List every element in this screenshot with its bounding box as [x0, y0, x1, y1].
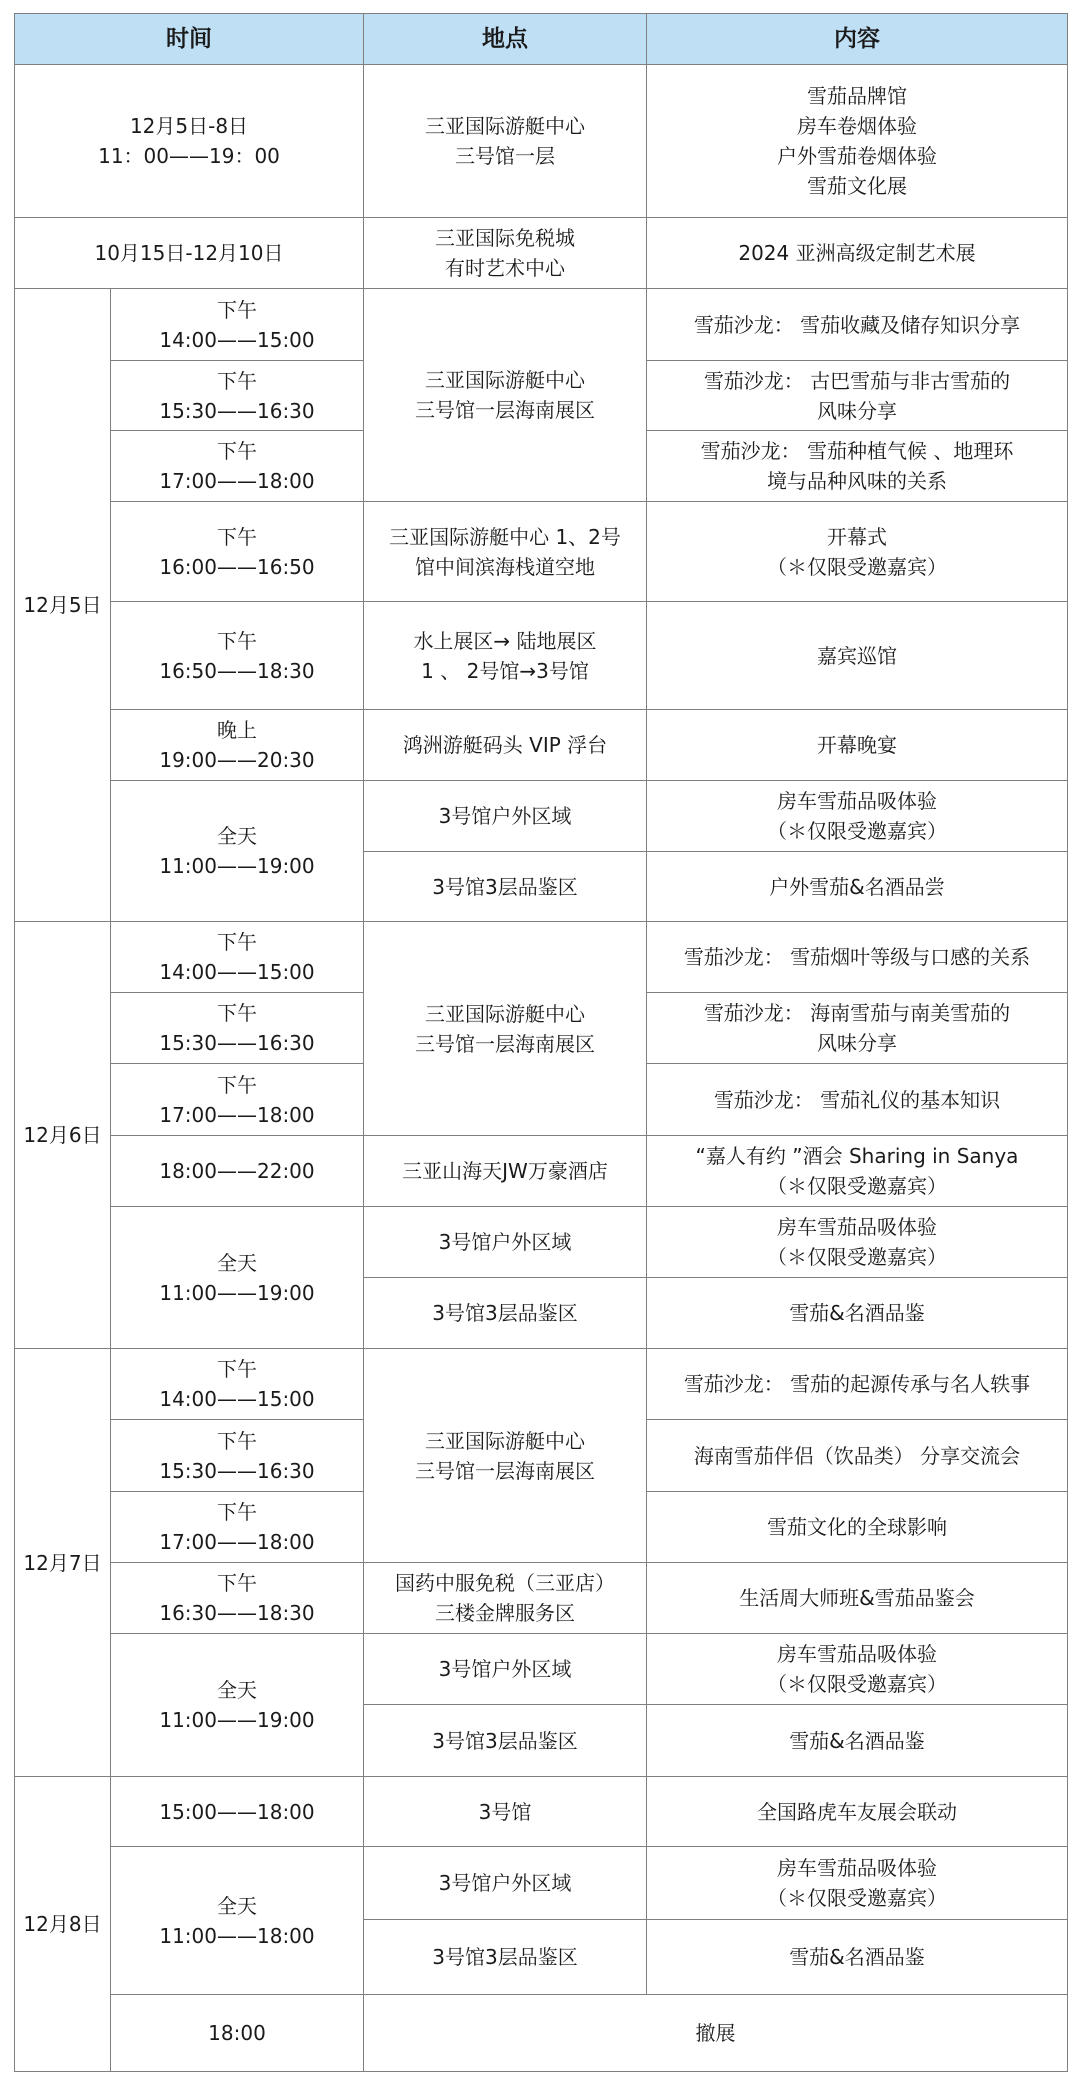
time-line: 14:00——15:00: [159, 960, 315, 984]
time-cell: [111, 361, 364, 431]
time-line: 15:30——16:30: [159, 1031, 315, 1055]
time-line: 15:30——16:30: [159, 398, 315, 423]
time-cell: [111, 1634, 364, 1777]
header-row: [15, 14, 1068, 65]
content-line: 户外雪茄卷烟体验: [777, 144, 937, 168]
content-cell: [647, 1705, 1068, 1777]
content-cell: [647, 1847, 1068, 1920]
place-line: 3号馆: [478, 1799, 532, 1824]
place-line: 3号馆户外区域: [438, 1871, 572, 1895]
time-cell: [111, 289, 364, 361]
content-line: 房车雪茄品吸体验: [777, 1856, 937, 1880]
table-row: [15, 602, 1068, 710]
time-line: 11:00——19:00: [159, 1708, 315, 1732]
place-line: 三楼金牌服务区: [435, 1601, 575, 1625]
content-cell: [647, 993, 1068, 1064]
place-cell: [364, 1634, 647, 1705]
time-line: 下午: [217, 1500, 257, 1524]
table-row: [15, 710, 1068, 781]
time-cell: [111, 1492, 364, 1563]
content-cell: [647, 602, 1068, 710]
time-cell: [111, 1420, 364, 1492]
table-row: [15, 502, 1068, 602]
table-row: [15, 922, 1068, 993]
place-cell: [364, 1563, 647, 1634]
time-cell: [111, 710, 364, 781]
content-cell: [647, 1492, 1068, 1563]
place-line: 三亚国际免税城: [435, 226, 575, 250]
content-line: 全国路虎车友展会联动: [757, 1799, 957, 1824]
header-time: 时间: [15, 14, 364, 65]
content-cell: [647, 502, 1068, 602]
place-line: 三号馆一层: [455, 144, 555, 168]
time-cell: [111, 1995, 364, 2072]
place-line: 3号馆3层品鉴区: [432, 874, 578, 899]
content-line: 雪茄品牌馆: [807, 84, 907, 108]
content-cell: [647, 781, 1068, 852]
place-cell: [364, 502, 647, 602]
content-line: 雪茄&名酒品鉴: [789, 1301, 925, 1325]
content-line: 户外雪茄&名酒品尝: [769, 874, 945, 899]
time-cell: [15, 65, 364, 218]
content-line: 生活周大师班&雪茄品鉴会: [739, 1586, 975, 1610]
time-line: 14:00——15:00: [159, 1387, 315, 1411]
place-line: 三亚国际游艇中心 1、2号: [389, 524, 621, 549]
content-line: （＊仅限受邀嘉宾）: [767, 819, 947, 843]
table-row: [15, 1634, 1068, 1705]
content-line: 海南雪茄伴侣（饮品类） 分享交流会: [693, 1443, 1021, 1468]
time-line: 下午: [217, 368, 257, 393]
place-cell: [364, 922, 647, 1136]
place-line: 馆中间滨海栈道空地: [415, 554, 595, 579]
content-line: 雪茄沙龙： 雪茄收藏及储存知识分享: [693, 312, 1021, 337]
place-line: 三号馆一层海南展区: [415, 1031, 595, 1056]
time-cell: [15, 218, 364, 289]
place-cell: [364, 852, 647, 922]
content-cell: [647, 852, 1068, 922]
place-line: 三亚国际游艇中心: [425, 1001, 585, 1026]
place-cell: [364, 710, 647, 781]
content-line: 房车雪茄品吸体验: [777, 1215, 937, 1239]
content-cell: [647, 218, 1068, 289]
table-row: [15, 1995, 1068, 2072]
time-line: 全天: [217, 1250, 257, 1275]
place-line: 有时艺术中心: [445, 256, 565, 280]
place-cell: [364, 1136, 647, 1207]
place-line: 3号馆户外区域: [438, 1657, 572, 1681]
content-cell: [647, 1563, 1068, 1634]
time-line: 17:00——18:00: [159, 1102, 315, 1127]
time-cell: [111, 993, 364, 1064]
place-cell: [364, 218, 647, 289]
time-line: 12月5日-8日: [129, 114, 249, 138]
content-cell: [647, 1136, 1068, 1207]
table-row: [15, 289, 1068, 361]
time-line: 16:30——18:30: [159, 1601, 315, 1625]
content-line: 雪茄沙龙： 雪茄烟叶等级与口感的关系: [683, 945, 1031, 969]
time-line: 11:00——18:00: [159, 1923, 315, 1948]
time-line: 全天: [217, 1893, 257, 1918]
content-line: 雪茄&名酒品鉴: [789, 1728, 925, 1753]
content-cell: [647, 710, 1068, 781]
date-cell: 12月8日: [15, 1777, 111, 2072]
content-line: 开幕式: [827, 524, 887, 549]
content-line: 房车雪茄品吸体验: [777, 789, 937, 813]
place-cell: [364, 1278, 647, 1349]
schedule-frame: [14, 13, 1067, 2065]
time-line: 18:00: [208, 2021, 266, 2045]
content-line: （＊仅限受邀嘉宾）: [767, 554, 947, 579]
time-line: 下午: [217, 930, 257, 954]
content-cell: [647, 1420, 1068, 1492]
place-cell: [364, 1349, 647, 1563]
place-line: 3号馆户外区域: [438, 804, 572, 828]
header-place: 地点: [364, 14, 647, 65]
content-line: （＊仅限受邀嘉宾）: [767, 1174, 947, 1198]
place-line: 3号馆户外区域: [438, 1230, 572, 1254]
date-cell: 12月5日: [15, 289, 111, 922]
content-line: “嘉人有约 ”酒会 Sharing in Sanya: [695, 1144, 1019, 1168]
time-line: 11：00——19：00: [98, 144, 280, 168]
place-line: 国药中服免税（三亚店）: [395, 1571, 615, 1595]
place-line: 三亚国际游艇中心: [425, 1428, 585, 1453]
time-line: 15:00——18:00: [159, 1799, 315, 1824]
time-line: 16:50——18:30: [159, 658, 315, 683]
time-line: 11:00——19:00: [159, 1280, 315, 1305]
place-cell: [364, 289, 647, 502]
content-cell: [647, 922, 1068, 993]
table-row: [15, 1136, 1068, 1207]
time-cell: [111, 1563, 364, 1634]
time-cell: [111, 1064, 364, 1136]
table-row: [15, 1563, 1068, 1634]
time-cell: [111, 431, 364, 502]
time-cell: [111, 1777, 364, 1847]
content-line: 嘉宾巡馆: [817, 643, 897, 668]
content-line: 房车卷烟体验: [797, 114, 917, 138]
time-cell: [111, 502, 364, 602]
content-cell: [647, 1349, 1068, 1420]
content-line: （＊仅限受邀嘉宾）: [767, 1245, 947, 1269]
table-row: [15, 1207, 1068, 1278]
content-cell: [647, 1634, 1068, 1705]
place-line: 1 、 2号馆→3号馆: [421, 658, 589, 683]
time-line: 下午: [217, 1001, 257, 1025]
content-line: （＊仅限受邀嘉宾）: [767, 1672, 947, 1696]
content-line: 雪茄沙龙： 海南雪茄与南美雪茄的: [703, 1001, 1011, 1025]
time-cell: [111, 1349, 364, 1420]
place-line: 鸿洲游艇码头 VIP 浮台: [402, 733, 608, 757]
time-line: 下午: [217, 297, 257, 322]
time-cell: [111, 1847, 364, 1995]
place-line: 3号馆3层品鉴区: [432, 1945, 578, 1969]
time-line: 晚上: [217, 718, 257, 742]
time-cell: [111, 781, 364, 922]
content-line: 雪茄&名酒品鉴: [789, 1945, 925, 1969]
place-line: 三号馆一层海南展区: [415, 398, 595, 422]
schedule-table: [14, 13, 1068, 2072]
table-row: [15, 1777, 1068, 1847]
time-line: 全天: [217, 1678, 257, 1702]
content-line: 雪茄沙龙： 雪茄种植气候 、地理环: [700, 439, 1014, 463]
time-line: 全天: [217, 824, 257, 848]
time-cell: [111, 602, 364, 710]
content-line: 雪茄文化展: [807, 174, 907, 198]
table-row: [15, 1847, 1068, 1920]
content-cell: [647, 1278, 1068, 1349]
table-row: [15, 1349, 1068, 1420]
content-line: 开幕晚宴: [817, 733, 897, 757]
place-line: 三亚山海天JW万豪酒店: [402, 1159, 608, 1183]
place-line: 3号馆3层品鉴区: [432, 1728, 578, 1753]
place-line: 三号馆一层海南展区: [415, 1458, 595, 1483]
time-line: 下午: [217, 1357, 257, 1381]
time-line: 下午: [217, 524, 257, 549]
content-cell: [647, 1064, 1068, 1136]
time-line: 15:30——16:30: [159, 1458, 315, 1483]
time-line: 10月15日-12月10日: [94, 241, 284, 265]
place-cell: [364, 65, 647, 218]
content-line: 房车雪茄品吸体验: [777, 1642, 937, 1666]
content-line: 雪茄沙龙： 古巴雪茄与非古雪茄的: [703, 368, 1011, 393]
time-line: 17:00——18:00: [159, 1530, 315, 1554]
table-row: [15, 65, 1068, 218]
place-cell: [364, 1847, 647, 1920]
content-line: 撤展: [695, 2021, 736, 2045]
date-cell: 12月7日: [15, 1349, 111, 1777]
content-cell: [647, 431, 1068, 502]
time-cell: [111, 1207, 364, 1349]
content-line: 风味分享: [817, 1031, 897, 1055]
content-line: 境与品种风味的关系: [767, 469, 947, 493]
time-line: 下午: [217, 439, 257, 463]
content-cell: [647, 289, 1068, 361]
content-line: 2024 亚洲高级定制艺术展: [738, 241, 976, 265]
content-line: （＊仅限受邀嘉宾）: [767, 1886, 947, 1910]
time-line: 下午: [217, 628, 257, 653]
place-cell: [364, 1777, 647, 1847]
time-line: 14:00——15:00: [159, 327, 315, 352]
place-line: 三亚国际游艇中心: [425, 368, 585, 392]
content-cell: [647, 1920, 1068, 1995]
time-line: 18:00——22:00: [159, 1159, 315, 1183]
content-cell: [647, 1207, 1068, 1278]
place-cell: [364, 781, 647, 852]
time-line: 17:00——18:00: [159, 469, 315, 493]
place-cell: [364, 1920, 647, 1995]
date-cell: 12月6日: [15, 922, 111, 1349]
time-line: 16:00——16:50: [159, 554, 315, 579]
place-cell: [364, 602, 647, 710]
content-line: 雪茄沙龙： 雪茄的起源传承与名人轶事: [683, 1372, 1031, 1396]
time-line: 下午: [217, 1072, 257, 1097]
time-line: 11:00——19:00: [159, 854, 315, 878]
time-line: 下午: [217, 1571, 257, 1595]
time-line: 下午: [217, 1428, 257, 1453]
header-content: 内容: [647, 14, 1068, 65]
content-cell: [647, 361, 1068, 431]
content-cell: [647, 65, 1068, 218]
place-line: 3号馆3层品鉴区: [432, 1301, 578, 1325]
content-cell: [364, 1995, 1068, 2072]
content-line: 雪茄文化的全球影响: [767, 1515, 947, 1539]
content-cell: [647, 1777, 1068, 1847]
place-line: 水上展区→ 陆地展区: [413, 628, 597, 653]
time-cell: [111, 1136, 364, 1207]
table-row: [15, 218, 1068, 289]
content-line: 风味分享: [817, 398, 897, 423]
table-row: [15, 781, 1068, 852]
content-line: 雪茄沙龙： 雪茄礼仪的基本知识: [713, 1087, 1001, 1112]
time-line: 19:00——20:30: [159, 748, 315, 772]
place-cell: [364, 1207, 647, 1278]
place-line: 三亚国际游艇中心: [425, 114, 585, 138]
place-cell: [364, 1705, 647, 1777]
time-cell: [111, 922, 364, 993]
